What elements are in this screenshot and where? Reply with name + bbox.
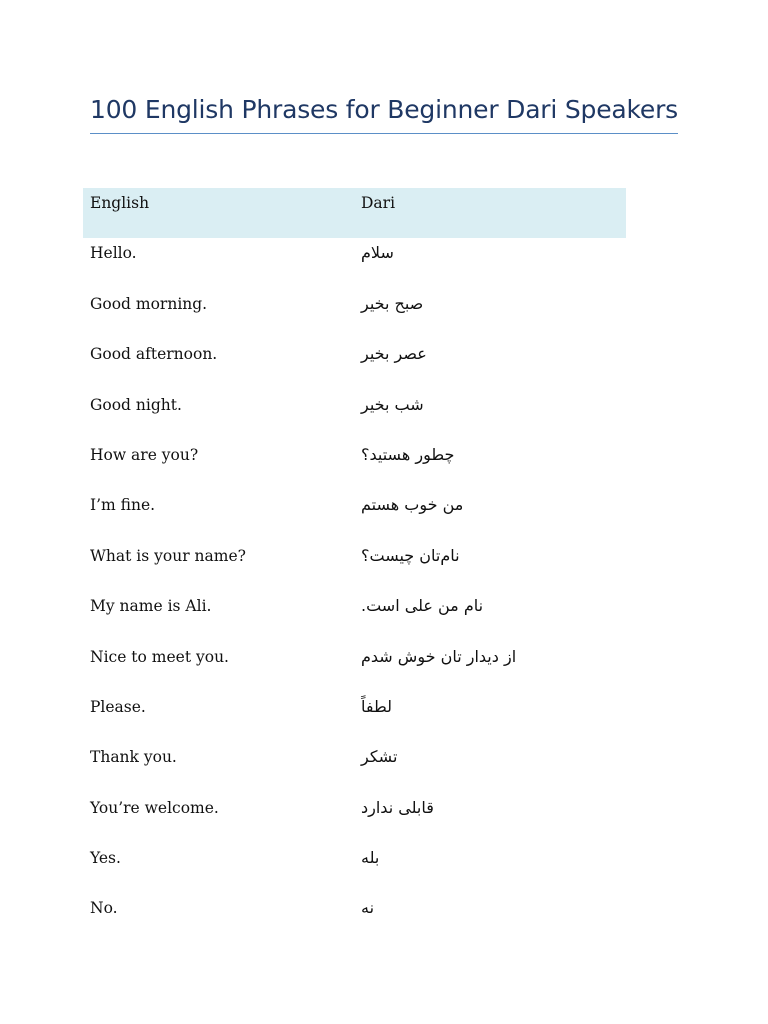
document-title: 100 English Phrases for Beginner Dari Speakers <box>90 95 678 124</box>
dari-phrase: شب بخیر <box>361 394 424 414</box>
table-row <box>83 692 626 742</box>
dari-phrase: چطور هستید؟ <box>361 444 455 464</box>
english-phrase: What is your name? <box>90 546 246 565</box>
english-phrase: Please. <box>90 697 146 716</box>
table-row <box>83 793 626 843</box>
english-phrase: My name is Ali. <box>90 597 212 616</box>
dari-phrase: نه <box>361 898 375 918</box>
table-row <box>83 591 626 641</box>
dari-phrase: صبح بخیر <box>361 293 424 313</box>
table-row <box>83 339 626 389</box>
table-row <box>83 440 626 490</box>
dari-phrase: من خوب هستم <box>361 495 464 515</box>
table-row <box>83 289 626 339</box>
english-phrase: No. <box>90 899 118 918</box>
phrases-table <box>83 188 626 944</box>
dari-phrase: قابلی ندارد <box>361 797 434 817</box>
dari-phrase: نام‌تان چیست؟ <box>361 545 460 565</box>
header-dari: Dari <box>361 194 396 212</box>
english-phrase: I’m fine. <box>90 496 156 515</box>
english-phrase: You’re welcome. <box>90 798 219 817</box>
english-phrase: How are you? <box>90 445 199 464</box>
dari-phrase: عصر بخیر <box>361 344 427 364</box>
dari-phrase: تشکر <box>361 747 398 767</box>
english-phrase: Good afternoon. <box>90 345 218 364</box>
title-underline <box>90 133 678 134</box>
english-phrase: Good morning. <box>90 294 208 313</box>
header-english: English <box>90 194 150 212</box>
dari-phrase: لطفاً <box>361 696 392 716</box>
table-header-row <box>83 188 626 238</box>
table-row <box>83 238 626 288</box>
table-row <box>83 893 626 943</box>
dari-phrase: سلام <box>361 243 394 263</box>
table-row <box>83 843 626 893</box>
english-phrase: Hello. <box>90 244 137 263</box>
table-row <box>83 390 626 440</box>
table-row <box>83 642 626 692</box>
english-phrase: Yes. <box>90 849 121 868</box>
english-phrase: Good night. <box>90 395 182 414</box>
dari-phrase: از دیدار تان خوش شدم <box>361 646 517 666</box>
table-row <box>83 742 626 792</box>
dari-phrase: بله <box>361 848 380 868</box>
english-phrase: Nice to meet you. <box>90 647 229 666</box>
table-row <box>83 490 626 540</box>
dari-phrase: نام من علی است. <box>361 596 484 616</box>
english-phrase: Thank you. <box>90 748 177 767</box>
table-row <box>83 541 626 591</box>
